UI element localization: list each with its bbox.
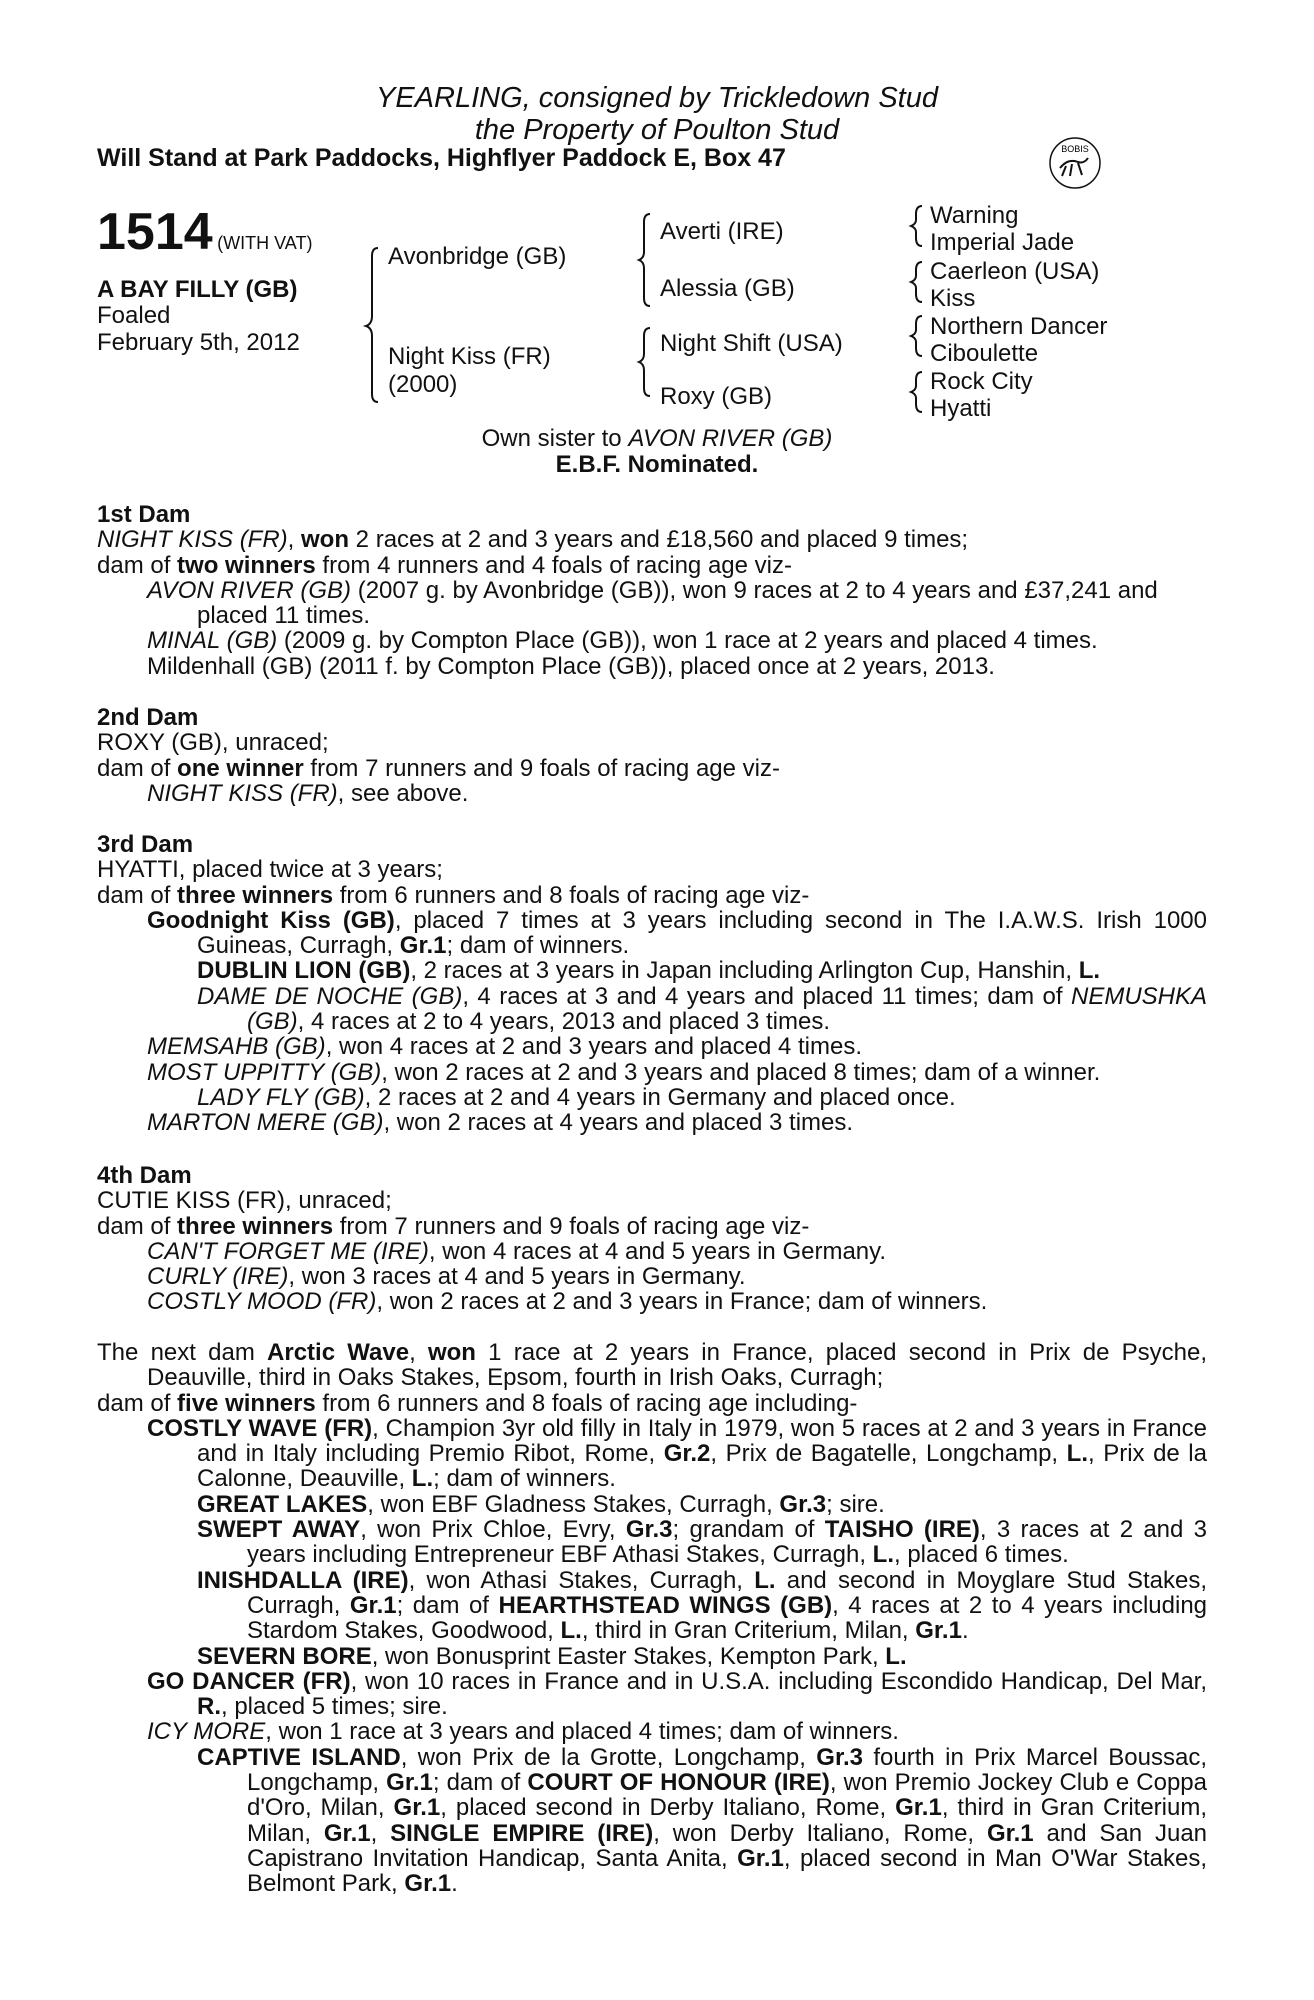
sire-brace bbox=[639, 214, 650, 306]
ggs-7: Rock City bbox=[930, 368, 1033, 395]
own-sister-line: Own sister to AVON RIVER (GB) bbox=[481, 425, 833, 452]
section-heading: 3rd Dam bbox=[97, 831, 194, 858]
property-line: the Property of Poulton Stud bbox=[474, 114, 840, 146]
foaled-label: Foaled bbox=[97, 302, 171, 329]
dam-year: (2000) bbox=[388, 371, 458, 398]
pedigree-braces bbox=[0, 0, 1314, 440]
dam-dam: Roxy (GB) bbox=[660, 383, 773, 410]
first-dam-section: 1st Dam NIGHT KISS (FR), won 2 races at 2 and 3 years and £18,560 and placed 9 times; dam of two winners from 4 runners and 4 foals of racing age viz- AVON RIVER (GB) (2007 g. by Avonbridge (GB)), won 9 races at 2 to 4 years and £37,241 and placed 11 times. MINAL (GB) (2009 g. by Compton Place (GB)), won 1 race at 2 years and placed 4 times. Mildenhall (GB) (2011 f. by Compton Place (GB)), placed once at 2 years, 2013. bbox=[97, 502, 1207, 679]
third-dam-section: 3rd Dam HYATTI, placed twice at 3 years; dam of three winners from 6 runners and 8 foals of racing age viz- Goodnight Kiss (GB), placed 7 times at 3 years including second in The I.A.W.S. Irish 1000 Guineas, Curragh, Gr.1; dam of winners. DUBLIN LION (GB), 2 races at 3 years in Japan including Arlington Cup, Hanshin, L. DAME DE NOCHE (GB), 4 races at 3 and 4 years and placed 11 times; dam of NEMUSHKA (GB), 4 races at 2 to 4 years, 2013 and placed 3 times. MEMSAHB (GB), won 4 races at 2 and 3 years and placed 4 times. MOST UPPITTY (GB), won 2 races at 2 and 3 years and placed 8 times; dam of a winner. LADY FLY (GB), 2 races at 2 and 4 years in Germany and placed once. MARTON MERE (GB), won 2 races at 4 years and placed 3 times. bbox=[97, 831, 1208, 1137]
fourth-dam-section: 4th Dam CUTIE KISS (FR), unraced; dam of three winners from 7 runners and 9 foals of racing age viz- CAN'T FORGET ME (IRE), won 4 races at 4 and 5 years in Germany. CURLY (IRE), won 3 races at 4 and 5 years in Germany. COSTLY MOOD (FR), won 2 races at 2 and 3 years in France; dam of winners. bbox=[97, 1163, 1207, 1315]
foaled-date: February 5th, 2012 bbox=[97, 329, 300, 356]
ggs-4: Kiss bbox=[930, 285, 976, 312]
ggs-2: Imperial Jade bbox=[930, 229, 1075, 256]
section-heading: 4th Dam bbox=[97, 1162, 192, 1189]
sire: Avonbridge (GB) bbox=[388, 243, 567, 270]
dam: Night Kiss (FR) bbox=[388, 343, 551, 370]
dam-sire: Night Shift (USA) bbox=[660, 330, 843, 357]
section-heading: 1st Dam bbox=[97, 501, 191, 528]
second-dam-section: 2nd Dam ROXY (GB), unraced; dam of one winner from 7 runners and 9 foals of racing age viz- NIGHT KISS (FR), see above. bbox=[97, 705, 1207, 806]
vat-note: (WITH VAT) bbox=[217, 233, 313, 253]
ggs-6: Ciboulette bbox=[930, 340, 1039, 367]
stand-location: Will Stand at Park Paddocks, Highflyer Paddock E, Box 47 bbox=[97, 144, 786, 172]
section-heading: 2nd Dam bbox=[97, 704, 199, 731]
ggs-3: Caerleon (USA) bbox=[930, 258, 1100, 285]
next-dam-section: The next dam Arctic Wave, won 1 race at 2 years in France, placed second in Prix de Psyche, Deauville, third in Oaks Stakes, Epsom, fourth in Irish Oaks, Curragh; dam of five winners from 6 runners and 8 foals of racing age including- COSTLY WAVE (FR), Champion 3yr old filly in Italy in 1979, won 5 races at 2 and 3 years in France and in Italy including Premio Ribot, Rome, Gr.2, Prix de Bagatelle, Longchamp, L., Prix de la Calonne, Deauville, L.; dam of winners. GREAT LAKES, won EBF Gladness Stakes, Curragh, Gr.3; sire. SWEPT AWAY, won Prix Chloe, Evry, Gr.3; grandam of TAISHO (IRE), 3 races at 2 and 3 years including Entrepreneur EBF Athasi Stakes, Curragh, L., placed 6 times. INISHDALLA (IRE), won Athasi Stakes, Curragh, L. and second in Moyglare Stud Stakes, Curragh, Gr.1; dam of HEARTHSTEAD WINGS (GB), 4 races at 2 to 4 years including Stardom Stakes, Goodwood, L., third in Gran Criterium, Milan, Gr.1. SEVERN BORE, won Bonusprint Easter Stakes, Kempton Park, L. GO DANCER (FR), won 10 races in France and in U.S.A. including Escondido Handicap, Del Mar, R., placed 5 times; sire. ICY MORE, won 1 race at 3 years and placed 4 times; dam of winners. CAPTIVE ISLAND, won Prix de la Grotte, Longchamp, Gr.3 fourth in Prix Marcel Boussac, Longchamp, Gr.1; dam of COURT OF HONOUR (IRE), won Premio Jockey Club e Coppa d'Oro, Milan, Gr.1, placed second in Derby Italiano, Rome, Gr.1, third in Gran Criterium, Milan, Gr.1, SINGLE EMPIRE (IRE), won Derby Italiano, Rome, Gr.1 and San Juan Capistrano Invitation Handicap, Santa Anita, Gr.1, placed second in Man O'War Stakes, Belmont Park, Gr.1. bbox=[97, 1339, 1208, 1898]
ggs-1: Warning bbox=[930, 202, 1019, 229]
dam-brace bbox=[639, 328, 650, 396]
main-brace bbox=[366, 248, 378, 402]
ggs-5: Northern Dancer bbox=[930, 313, 1108, 340]
consignor-line: YEARLING, consigned by Trickledown Stud bbox=[375, 82, 938, 114]
ebf-note: E.B.F. Nominated. bbox=[555, 451, 759, 478]
lot-title: A BAY FILLY (GB) bbox=[97, 276, 298, 303]
sire-sire: Averti (IRE) bbox=[660, 218, 784, 245]
sire-dam: Alessia (GB) bbox=[660, 275, 795, 302]
ggs-8: Hyatti bbox=[930, 395, 992, 422]
bobis-logo-text: BOBIS bbox=[1061, 144, 1089, 154]
lot-number: 1514 bbox=[97, 203, 213, 261]
